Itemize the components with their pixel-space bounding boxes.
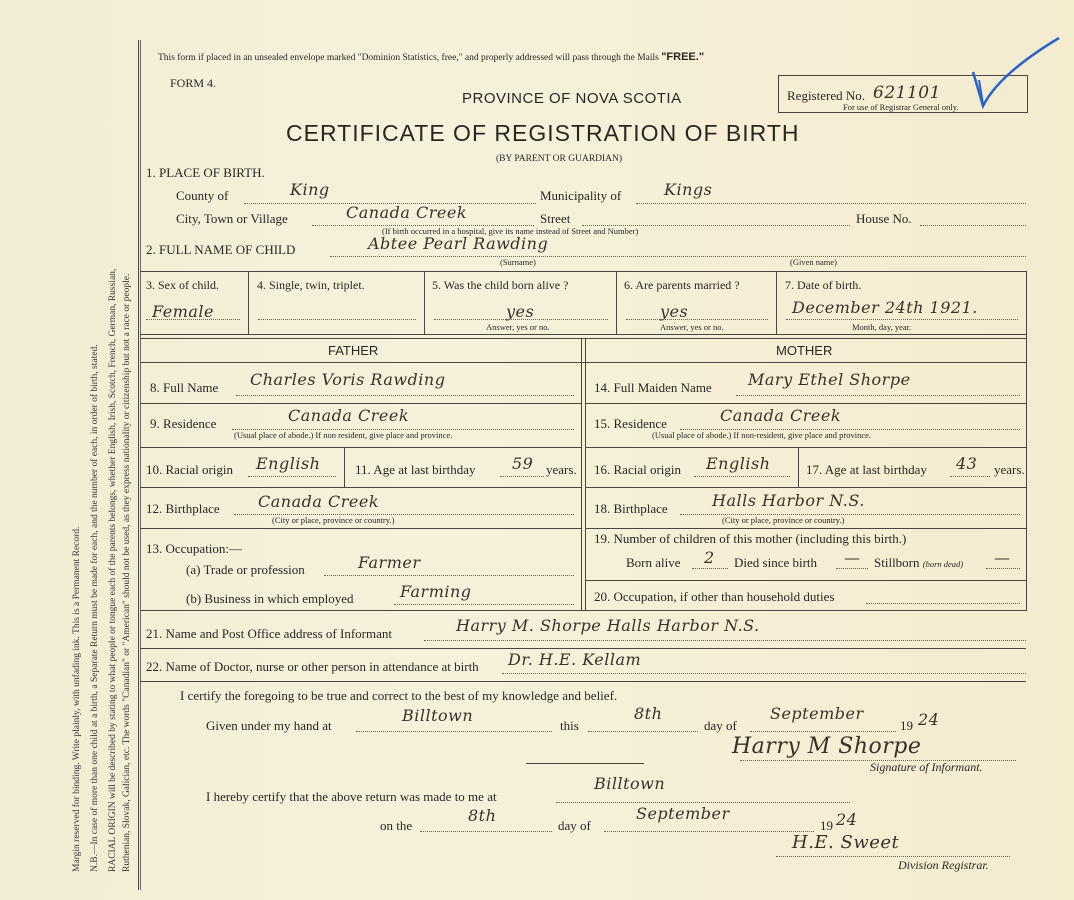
mother-age-line <box>950 476 990 477</box>
sex-line <box>146 319 240 320</box>
margin-note-separate-return: N.B.—In case of more than one child at a birth, a Separate Return must be made for each, and the number of each, in order of birth, stated. <box>90 344 100 872</box>
stillborn-caption: (born dead) <box>922 559 964 569</box>
married-caption: Answer, yes or no. <box>660 322 724 332</box>
registrar-certify-text: I hereby certify that the above return was made to me at <box>206 789 497 804</box>
divider-short <box>526 763 644 764</box>
father-residence-value: Canada Creek <box>288 406 410 425</box>
municipality-line <box>636 203 1026 204</box>
mother-racial-divider <box>798 447 799 487</box>
single-line <box>258 319 416 320</box>
row3-divider-4 <box>776 271 777 334</box>
single-label: 4. Single, twin, triplet. <box>257 278 365 292</box>
registrar-year-prefix: 19 <box>820 818 833 833</box>
hospital-note: (If birth occurred in a hospital, give its name instead of Street and Number) <box>382 226 639 236</box>
page-subtitle: (BY PARENT OR GUARDIAN) <box>496 154 623 164</box>
given-place-line <box>356 731 552 732</box>
registrar-note: For use of Registrar General only. <box>843 102 959 112</box>
father-racial-label: 10. Racial origin <box>146 462 234 477</box>
father-name-value: Charles Voris Rawding <box>250 370 446 389</box>
alive-line <box>434 319 608 320</box>
stillborn-value: — <box>994 548 1011 567</box>
right-border <box>1026 271 1027 611</box>
father-heading: FATHER <box>328 343 379 358</box>
father-row-rule-1 <box>140 403 581 404</box>
given-day-of-label: day of <box>704 718 737 733</box>
date-value: December 24th 1921. <box>792 298 978 317</box>
mother-racial-value: English <box>706 454 771 473</box>
street-label: Street <box>540 211 571 226</box>
certify-text: I certify the foregoing to be true and correct to the best of my knowledge and belief. <box>180 688 618 703</box>
father-trade-value: Farmer <box>358 553 421 572</box>
date-label: 7. Date of birth. <box>785 278 862 292</box>
row3-divider-3 <box>616 271 617 334</box>
father-age-line <box>500 476 544 477</box>
father-row-rule-4 <box>140 528 581 529</box>
alive-value: yes <box>506 302 535 321</box>
municipality-value: Kings <box>664 180 713 199</box>
informant-signature-caption: Signature of Informant. <box>870 760 983 774</box>
registrar-signature: H.E. Sweet <box>792 832 900 853</box>
this-label: this <box>560 718 579 733</box>
parents-center-rule-a <box>581 338 582 610</box>
father-occupation-label: 13. Occupation:— <box>146 541 243 556</box>
informant-label: 21. Name and Post Office address of Informant <box>146 626 392 641</box>
page-title: CERTIFICATE OF REGISTRATION OF BIRTH <box>286 120 800 146</box>
informant-rule <box>140 648 1026 649</box>
mail-note-text: This form if placed in an unsealed envelope marked "Dominion Statistics, free," and properly addressed will pass through the Mails <box>158 53 659 63</box>
mother-racial-label: 16. Racial origin <box>594 462 682 477</box>
father-residence-label: 9. Residence <box>150 416 217 431</box>
house-label: House No. <box>856 211 912 226</box>
born-alive-value: 2 <box>704 548 715 567</box>
check-mark-icon <box>955 34 1065 114</box>
doctor-rule <box>140 681 1026 682</box>
house-line <box>920 225 1026 226</box>
stillborn-line <box>986 568 1020 569</box>
mother-occupation-line <box>866 603 1020 604</box>
child-name-line <box>330 256 1026 257</box>
parents-bottom-rule <box>140 610 1026 611</box>
form-number: FORM 4. <box>170 76 217 90</box>
mother-residence-label: 15. Residence <box>594 416 667 431</box>
given-label: Given under my hand at <box>206 718 332 733</box>
died-label: Died since birth <box>734 555 818 570</box>
father-birthplace-value: Canada Creek <box>258 492 380 511</box>
margin-note-binding: Margin reserved for binding. Write plainly, with unfading ink. This is a Permanent Record. <box>72 526 82 872</box>
mother-row-rule-3 <box>586 487 1026 488</box>
mother-occupation-label: 20. Occupation, if other than household duties <box>594 589 835 604</box>
municipality-label: Municipality of <box>540 188 622 203</box>
parents-header-rule <box>140 362 1026 363</box>
child-name-value: Abtee Pearl Rawding <box>368 234 549 253</box>
city-value: Canada Creek <box>346 203 468 222</box>
registered-value: 621101 <box>873 83 941 103</box>
registrar-month-line <box>604 831 814 832</box>
row3-divider-1 <box>248 271 249 334</box>
mother-name-value: Mary Ethel Shorpe <box>748 370 911 389</box>
father-racial-value: English <box>256 454 321 473</box>
mother-row-rule-4 <box>586 528 1026 529</box>
father-business-value: Farming <box>400 582 472 601</box>
father-business-label: (b) Business in which employed <box>186 591 354 606</box>
father-name-line <box>236 395 574 396</box>
born-alive-label: Born alive <box>626 555 681 570</box>
given-day-line <box>588 731 698 732</box>
born-alive-line <box>692 568 728 569</box>
row3-bottom-rule <box>140 334 1026 335</box>
mother-residence-value: Canada Creek <box>720 406 842 425</box>
registrar-day-value: 8th <box>468 806 497 825</box>
mother-birthplace-value: Halls Harbor N.S. <box>712 491 865 510</box>
father-age-label: 11. Age at last birthday <box>355 462 476 477</box>
father-years: years. <box>546 462 577 477</box>
parents-center-rule-b <box>585 338 586 610</box>
date-line <box>786 319 1018 320</box>
father-residence-caption: (Usual place of abode.) If non resident, give place and province. <box>234 430 453 440</box>
on-the-label: on the <box>380 818 413 833</box>
county-value: King <box>290 180 330 199</box>
doctor-label: 22. Name of Doctor, nurse or other person in attendance at birth <box>146 659 479 674</box>
registrar-place-line <box>556 802 850 803</box>
sex-value: Female <box>152 302 214 321</box>
left-border <box>138 40 139 890</box>
city-label: City, Town or Village <box>176 211 288 226</box>
given-day-value: 8th <box>634 704 663 723</box>
registrar-caption: Division Registrar. <box>898 858 989 872</box>
doctor-line <box>502 673 1026 674</box>
parents-top-rule <box>140 338 1026 339</box>
stillborn-label <box>874 555 963 571</box>
margin-note-racial-origin: RACIAL ORIGIN will be described by stating to what people or tongue each of the parents belongs, whether English, Irish, Scotch, French, German, Russian, <box>108 268 118 872</box>
mother-age-label: 17. Age at last birthday <box>806 462 927 477</box>
married-label: 6. Are parents married ? <box>624 278 740 292</box>
mother-years: years. <box>994 462 1025 477</box>
mother-racial-line <box>694 476 790 477</box>
registrar-day-of-label: day of <box>558 818 591 833</box>
registrar-day-line <box>420 831 552 832</box>
father-business-line <box>394 604 574 605</box>
mail-free: "FREE." <box>661 51 705 63</box>
father-trade-line <box>324 575 574 576</box>
mother-heading: MOTHER <box>776 343 833 358</box>
given-month-line <box>750 731 896 732</box>
father-row-rule-2 <box>140 447 581 448</box>
alive-label: 5. Was the child born alive ? <box>432 278 569 292</box>
county-label: County of <box>176 188 229 203</box>
child-name-label: 2. FULL NAME OF CHILD <box>146 242 296 257</box>
mother-row-rule-5 <box>586 580 1026 581</box>
father-row-rule-3 <box>140 487 581 488</box>
mother-birthplace-label: 18. Birthplace <box>594 501 668 516</box>
informant-value: Harry M. Shorpe Halls Harbor N.S. <box>456 616 760 635</box>
row3-top-rule <box>140 271 1026 272</box>
sex-label: 3. Sex of child. <box>146 278 219 292</box>
surname-caption: (Surname) <box>500 257 536 267</box>
given-caption: (Given name) <box>790 257 837 267</box>
registrar-signature-line <box>776 856 1010 857</box>
father-name-label: 8. Full Name <box>150 380 219 395</box>
mother-birthplace-caption: (City or place, province or country.) <box>722 515 845 525</box>
mail-note <box>158 51 704 63</box>
father-racial-line <box>248 476 336 477</box>
informant-signature: Harry M Shorpe <box>732 734 922 759</box>
father-birthplace-label: 12. Birthplace <box>146 501 220 516</box>
registrar-year-value: 24 <box>836 810 858 829</box>
given-place-value: Billtown <box>402 706 474 725</box>
stillborn-text: Stillborn <box>874 555 920 570</box>
registrar-place-value: Billtown <box>594 774 666 793</box>
father-birthplace-caption: (City or place, province or country.) <box>272 515 395 525</box>
alive-caption: Answer, yes or no. <box>486 322 550 332</box>
doctor-value: Dr. H.E. Kellam <box>508 650 642 669</box>
mother-row-rule-2 <box>586 447 1026 448</box>
informant-line <box>424 640 1026 641</box>
given-year-value: 24 <box>918 710 940 729</box>
died-line <box>836 568 868 569</box>
father-age-value: 59 <box>512 454 534 473</box>
given-year-prefix: 19 <box>900 718 913 733</box>
mother-residence-caption: (Usual place of abode.) If non-resident, give place and province. <box>652 430 872 440</box>
married-line <box>626 319 768 320</box>
place-heading: 1. PLACE OF BIRTH. <box>146 165 265 180</box>
father-trade-label: (a) Trade or profession <box>186 562 305 577</box>
married-value: yes <box>660 302 689 321</box>
mother-name-label: 14. Full Maiden Name <box>594 380 712 395</box>
row3-divider-2 <box>424 271 425 334</box>
given-month-value: September <box>770 704 864 723</box>
margin-note-racial-origin-cont: Ruthenian, Slovak, Galician, etc. The words "Canadian" or "American" should not be used, as they express nationality or citizenship but not a race or people. <box>122 273 132 872</box>
mother-children-label: 19. Number of children of this mother (including this birth.) <box>594 531 907 546</box>
mother-name-line <box>736 395 1020 396</box>
date-caption: Month, day, year. <box>852 322 912 332</box>
mother-row-rule-1 <box>586 403 1026 404</box>
died-value: — <box>844 548 861 567</box>
registered-label: Registered No. <box>787 88 865 103</box>
left-border-inner <box>140 40 141 890</box>
province-heading: PROVINCE OF NOVA SCOTIA <box>462 90 682 107</box>
mother-age-value: 43 <box>956 454 978 473</box>
registrar-month-value: September <box>636 804 730 823</box>
father-racial-divider <box>344 447 345 487</box>
